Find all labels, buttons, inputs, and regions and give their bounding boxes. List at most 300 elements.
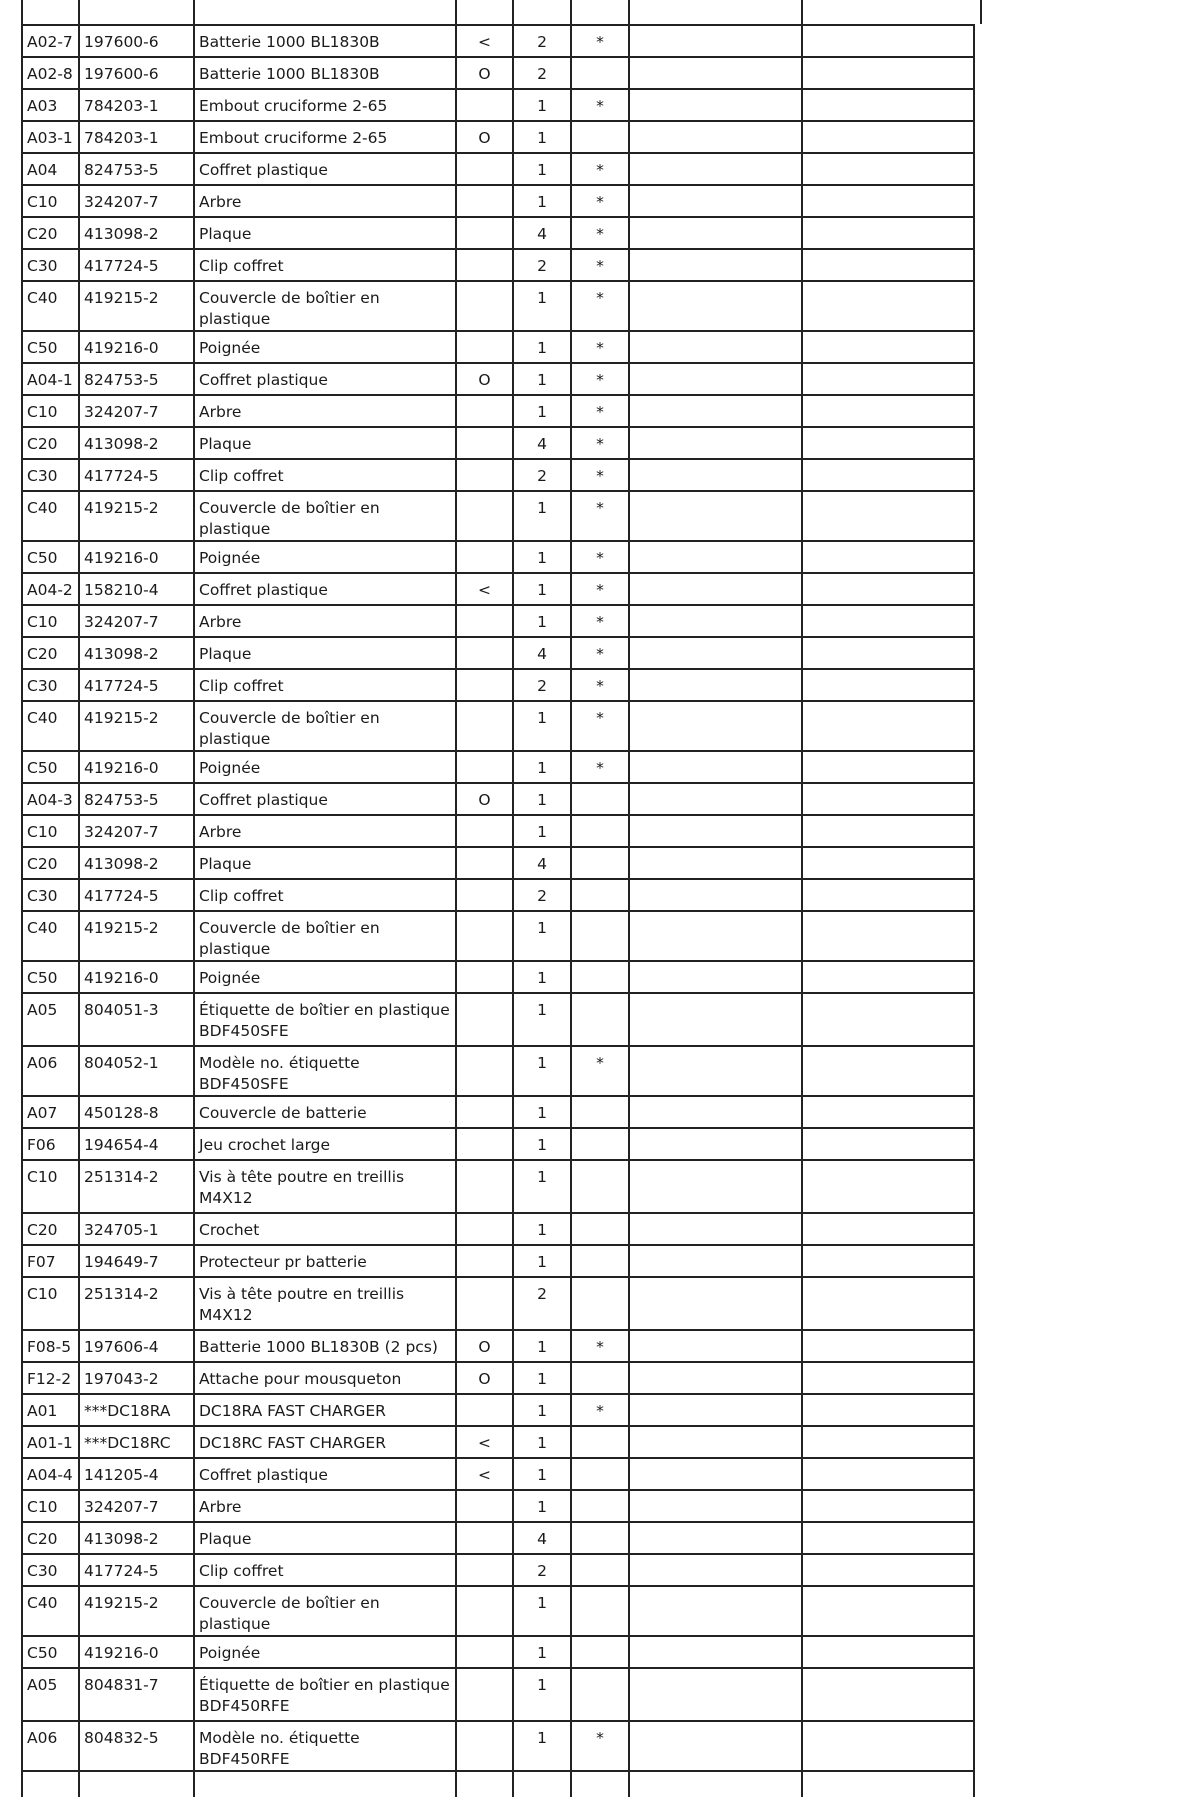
part-number: 413098-2	[84, 435, 159, 453]
item-ref-cell	[22, 1554, 79, 1586]
flag-cell	[456, 847, 513, 879]
table-row	[22, 783, 974, 815]
part-number-cell	[79, 1721, 194, 1771]
empty-cell	[629, 751, 802, 783]
item-ref: C40	[27, 709, 58, 727]
item-ref-cell	[22, 1522, 79, 1554]
part-number-cell	[79, 121, 194, 153]
empty-cell	[629, 185, 802, 217]
mark-cell	[571, 911, 629, 961]
item-ref: F07	[27, 1253, 56, 1271]
description-cell	[194, 879, 456, 911]
description-cell	[194, 185, 456, 217]
description: Jeu crochet large	[199, 1136, 331, 1154]
table-row	[22, 1362, 974, 1394]
description: Clip coffret	[199, 257, 284, 275]
empty-cell	[802, 249, 974, 281]
asterisk-mark: *	[596, 289, 604, 307]
quantity: 1	[537, 1644, 547, 1662]
quantity-cell	[513, 185, 571, 217]
flag-cell	[456, 121, 513, 153]
description-cell	[194, 1330, 456, 1362]
description-cell	[194, 395, 456, 427]
part-number-cell	[79, 815, 194, 847]
flag-cell	[456, 153, 513, 185]
quantity-cell	[513, 911, 571, 961]
empty-cell	[629, 1245, 802, 1277]
table-row	[22, 89, 974, 121]
mark-cell	[571, 153, 629, 185]
empty-cell	[802, 1668, 974, 1721]
item-ref-cell	[22, 637, 79, 669]
empty-cell	[802, 1721, 974, 1771]
flag-cell	[456, 669, 513, 701]
quantity-cell	[513, 879, 571, 911]
quantity: 2	[537, 1285, 547, 1303]
flag-cell	[456, 217, 513, 249]
part-number: 197043-2	[84, 1370, 159, 1388]
mark-cell	[571, 1522, 629, 1554]
table-row	[22, 57, 974, 89]
flag-cell	[456, 1362, 513, 1394]
empty-cell	[802, 491, 974, 541]
empty-cell	[629, 1128, 802, 1160]
description: Coffret plastique	[199, 371, 328, 389]
flag-cell	[456, 459, 513, 491]
mark-cell	[571, 1394, 629, 1426]
mark-cell	[571, 1277, 629, 1330]
item-ref-cell	[22, 701, 79, 751]
item-ref: A01-1	[27, 1434, 73, 1452]
empty-cell	[802, 911, 974, 961]
part-number-cell	[79, 1490, 194, 1522]
quantity-cell	[513, 815, 571, 847]
description-cell	[194, 1245, 456, 1277]
quantity: 1	[537, 1338, 547, 1356]
description: Clip coffret	[199, 677, 284, 695]
part-number-cell	[79, 1245, 194, 1277]
empty-cell	[802, 1490, 974, 1522]
flag-cell	[456, 1096, 513, 1128]
flag-cell	[456, 281, 513, 331]
quantity: 1	[537, 1104, 547, 1122]
part-number-cell	[79, 1160, 194, 1213]
item-ref: A05	[27, 1001, 58, 1019]
part-number: 804831-7	[84, 1676, 159, 1694]
part-number: 450128-8	[84, 1104, 159, 1122]
empty-cell	[802, 701, 974, 751]
part-number-cell	[79, 1668, 194, 1721]
description: Couvercle de batterie	[199, 1104, 367, 1122]
mark-cell	[571, 459, 629, 491]
quantity: 1	[537, 97, 547, 115]
empty-cell	[802, 153, 974, 185]
flag-cell	[456, 1330, 513, 1362]
empty-cell	[629, 1362, 802, 1394]
quantity-cell	[513, 1394, 571, 1426]
quantity: 1	[537, 1498, 547, 1516]
description: Attache pour mousqueton	[199, 1370, 402, 1388]
item-ref-cell	[22, 541, 79, 573]
part-number: ***DC18RC	[84, 1434, 171, 1452]
description: Couvercle de boîtier en plastique	[199, 289, 380, 328]
empty-cell	[629, 1554, 802, 1586]
part-number-cell	[79, 1128, 194, 1160]
flag-cell	[456, 331, 513, 363]
item-ref-cell	[22, 363, 79, 395]
quantity-cell	[513, 1522, 571, 1554]
quantity-cell	[513, 459, 571, 491]
flag-symbol: O	[478, 65, 491, 83]
flag-cell	[456, 1554, 513, 1586]
table-row	[22, 217, 974, 249]
part-number: 141205-4	[84, 1466, 159, 1484]
description-cell	[194, 217, 456, 249]
empty-cell	[802, 751, 974, 783]
quantity-cell	[513, 57, 571, 89]
flag-cell	[456, 491, 513, 541]
mark-cell	[571, 249, 629, 281]
flag-symbol: <	[478, 1466, 491, 1484]
empty-cell	[571, 1771, 629, 1797]
mark-cell	[571, 363, 629, 395]
empty-cell	[802, 1426, 974, 1458]
item-ref-cell	[22, 1096, 79, 1128]
mark-cell	[571, 1096, 629, 1128]
quantity: 1	[537, 371, 547, 389]
item-ref-cell	[22, 249, 79, 281]
empty-cell	[802, 395, 974, 427]
empty-cell	[629, 1771, 802, 1797]
item-ref-cell	[22, 879, 79, 911]
item-ref-cell	[22, 783, 79, 815]
asterisk-mark: *	[596, 709, 604, 727]
quantity: 4	[537, 855, 547, 873]
table-row	[22, 185, 974, 217]
item-ref-cell	[22, 491, 79, 541]
item-ref: C30	[27, 1562, 58, 1580]
table-row	[22, 1554, 974, 1586]
empty-cell	[629, 1213, 802, 1245]
description-cell	[194, 363, 456, 395]
quantity: 4	[537, 645, 547, 663]
description-cell	[194, 281, 456, 331]
item-ref: C50	[27, 759, 58, 777]
mark-cell	[571, 1586, 629, 1636]
item-ref-cell	[22, 751, 79, 783]
part-number: 804051-3	[84, 1001, 159, 1019]
quantity-cell	[513, 847, 571, 879]
part-number-cell	[79, 57, 194, 89]
description-cell	[194, 1128, 456, 1160]
description-cell	[194, 1522, 456, 1554]
asterisk-mark: *	[596, 549, 604, 567]
asterisk-mark: *	[596, 371, 604, 389]
description-cell	[194, 1362, 456, 1394]
part-number-cell	[79, 783, 194, 815]
flag-cell	[456, 1277, 513, 1330]
flag-cell	[456, 1160, 513, 1213]
item-ref-cell	[22, 395, 79, 427]
asterisk-mark: *	[596, 435, 604, 453]
quantity: 2	[537, 1562, 547, 1580]
part-number: 324207-7	[84, 193, 159, 211]
empty-cell	[802, 1458, 974, 1490]
description: Arbre	[199, 823, 242, 841]
empty-cell	[629, 1721, 802, 1771]
item-ref-cell	[22, 1245, 79, 1277]
quantity-cell	[513, 249, 571, 281]
part-number-cell	[79, 1426, 194, 1458]
empty-cell	[629, 57, 802, 89]
part-number-cell	[79, 1522, 194, 1554]
description-cell	[194, 1426, 456, 1458]
part-number-cell	[79, 1277, 194, 1330]
description-cell	[194, 1394, 456, 1426]
item-ref: C30	[27, 887, 58, 905]
part-number: 324207-7	[84, 403, 159, 421]
empty-cell	[629, 701, 802, 751]
description-cell	[194, 1046, 456, 1096]
quantity-cell	[513, 1096, 571, 1128]
description: Modèle no. étiquette BDF450SFE	[199, 1054, 360, 1093]
item-ref-cell	[22, 1636, 79, 1668]
part-number: 417724-5	[84, 467, 159, 485]
part-number-cell	[79, 1636, 194, 1668]
quantity: 1	[537, 613, 547, 631]
quantity: 1	[537, 709, 547, 727]
quantity: 4	[537, 435, 547, 453]
mark-cell	[571, 879, 629, 911]
description-cell	[194, 1721, 456, 1771]
part-number-cell	[79, 25, 194, 57]
mark-cell	[571, 1490, 629, 1522]
part-number-cell	[79, 459, 194, 491]
item-ref: A06	[27, 1729, 58, 1747]
description: Poignée	[199, 759, 261, 777]
quantity: 1	[537, 1466, 547, 1484]
item-ref-cell	[22, 669, 79, 701]
part-number-cell	[79, 605, 194, 637]
asterisk-mark: *	[596, 161, 604, 179]
flag-cell	[456, 637, 513, 669]
empty-cell	[629, 847, 802, 879]
table-row	[22, 249, 974, 281]
quantity: 1	[537, 193, 547, 211]
empty-cell	[802, 637, 974, 669]
table-row	[22, 911, 974, 961]
item-ref-cell	[22, 1668, 79, 1721]
asterisk-mark: *	[596, 467, 604, 485]
part-number-cell	[79, 1046, 194, 1096]
description-cell	[194, 25, 456, 57]
flag-cell	[456, 783, 513, 815]
flag-cell	[456, 395, 513, 427]
description: Plaque	[199, 435, 252, 453]
empty-cell	[802, 1362, 974, 1394]
mark-cell	[571, 217, 629, 249]
item-ref-cell	[22, 1277, 79, 1330]
description: Clip coffret	[199, 887, 284, 905]
item-ref: A01	[27, 1402, 58, 1420]
mark-cell	[571, 1554, 629, 1586]
item-ref-cell	[22, 815, 79, 847]
description: Clip coffret	[199, 1562, 284, 1580]
mark-cell	[571, 1721, 629, 1771]
mark-cell	[571, 281, 629, 331]
part-number-cell	[79, 217, 194, 249]
item-ref: C20	[27, 1530, 58, 1548]
part-number-cell	[79, 669, 194, 701]
mark-cell	[571, 427, 629, 459]
description-cell	[194, 573, 456, 605]
empty-cell	[629, 491, 802, 541]
description: Couvercle de boîtier en plastique	[199, 919, 380, 958]
quantity-cell	[513, 1128, 571, 1160]
quantity: 4	[537, 225, 547, 243]
item-ref-cell	[22, 993, 79, 1046]
part-number-cell	[79, 541, 194, 573]
flag-symbol: O	[478, 129, 491, 147]
mark-cell	[571, 961, 629, 993]
item-ref-cell	[22, 1586, 79, 1636]
empty-cell	[194, 1771, 456, 1797]
description-cell	[194, 1458, 456, 1490]
mark-cell	[571, 395, 629, 427]
empty-cell	[629, 669, 802, 701]
description-cell	[194, 783, 456, 815]
item-ref-cell	[22, 217, 79, 249]
quantity-cell	[513, 153, 571, 185]
item-ref-cell	[22, 25, 79, 57]
part-number-cell	[79, 911, 194, 961]
description: DC18RA FAST CHARGER	[199, 1402, 386, 1420]
asterisk-mark: *	[596, 1338, 604, 1356]
description-cell	[194, 751, 456, 783]
empty-cell	[802, 1277, 974, 1330]
part-number: 158210-4	[84, 581, 159, 599]
quantity-cell	[513, 281, 571, 331]
description: Arbre	[199, 193, 242, 211]
item-ref-cell	[22, 605, 79, 637]
empty-cell	[629, 427, 802, 459]
item-ref: C20	[27, 435, 58, 453]
description-cell	[194, 1668, 456, 1721]
description-cell	[194, 89, 456, 121]
quantity: 1	[537, 1136, 547, 1154]
quantity-cell	[513, 701, 571, 751]
description: Plaque	[199, 645, 252, 663]
part-number-cell	[79, 1330, 194, 1362]
part-number-cell	[79, 427, 194, 459]
quantity-cell	[513, 783, 571, 815]
item-ref: C50	[27, 1644, 58, 1662]
table-row	[22, 1160, 974, 1213]
empty-cell	[629, 993, 802, 1046]
description: Plaque	[199, 225, 252, 243]
item-ref: C40	[27, 1594, 58, 1612]
table-row	[22, 1277, 974, 1330]
part-number-cell	[79, 751, 194, 783]
mark-cell	[571, 751, 629, 783]
quantity-cell	[513, 1245, 571, 1277]
empty-cell	[629, 249, 802, 281]
flag-cell	[456, 363, 513, 395]
item-ref-cell	[22, 185, 79, 217]
mark-cell	[571, 331, 629, 363]
flag-symbol: O	[478, 1370, 491, 1388]
empty-cell	[802, 89, 974, 121]
empty-cell	[629, 1458, 802, 1490]
empty-cell	[629, 153, 802, 185]
asterisk-mark: *	[596, 193, 604, 211]
part-number-cell	[79, 1554, 194, 1586]
part-number: 194649-7	[84, 1253, 159, 1271]
asterisk-mark: *	[596, 1054, 604, 1072]
table-row	[22, 121, 974, 153]
empty-cell	[802, 331, 974, 363]
quantity-cell	[513, 1330, 571, 1362]
item-ref-cell	[22, 1426, 79, 1458]
description: Poignée	[199, 1644, 261, 1662]
part-number: 419215-2	[84, 709, 159, 727]
empty-cell	[802, 1160, 974, 1213]
mark-cell	[571, 185, 629, 217]
item-ref-cell	[22, 1330, 79, 1362]
flag-cell	[456, 57, 513, 89]
table-row	[22, 363, 974, 395]
mark-cell	[571, 1426, 629, 1458]
table-row	[22, 25, 974, 57]
asterisk-mark: *	[596, 403, 604, 421]
quantity: 1	[537, 759, 547, 777]
empty-cell	[513, 1771, 571, 1797]
quantity-cell	[513, 573, 571, 605]
empty-cell	[629, 1636, 802, 1668]
quantity: 1	[537, 1253, 547, 1271]
item-ref: C30	[27, 257, 58, 275]
description: Modèle no. étiquette BDF450RFE	[199, 1729, 360, 1768]
quantity: 2	[537, 65, 547, 83]
parts-list-table	[21, 24, 975, 1797]
quantity: 1	[537, 1729, 547, 1747]
quantity: 1	[537, 499, 547, 517]
description-cell	[194, 1586, 456, 1636]
table-row	[22, 1213, 974, 1245]
item-ref-cell	[22, 573, 79, 605]
part-number-cell	[79, 185, 194, 217]
flag-symbol: O	[478, 1338, 491, 1356]
quantity-cell	[513, 363, 571, 395]
description: Protecteur pr batterie	[199, 1253, 367, 1271]
empty-cell	[802, 427, 974, 459]
description-cell	[194, 1554, 456, 1586]
description-cell	[194, 57, 456, 89]
description: Batterie 1000 BL1830B (2 pcs)	[199, 1338, 438, 1356]
quantity-cell	[513, 1458, 571, 1490]
item-ref: C50	[27, 969, 58, 987]
item-ref: C10	[27, 193, 58, 211]
table-row	[22, 637, 974, 669]
description: Poignée	[199, 549, 261, 567]
description-cell	[194, 249, 456, 281]
quantity-cell	[513, 1426, 571, 1458]
description: Arbre	[199, 403, 242, 421]
part-number: 417724-5	[84, 257, 159, 275]
item-ref-cell	[22, 281, 79, 331]
mark-cell	[571, 57, 629, 89]
description-cell	[194, 331, 456, 363]
